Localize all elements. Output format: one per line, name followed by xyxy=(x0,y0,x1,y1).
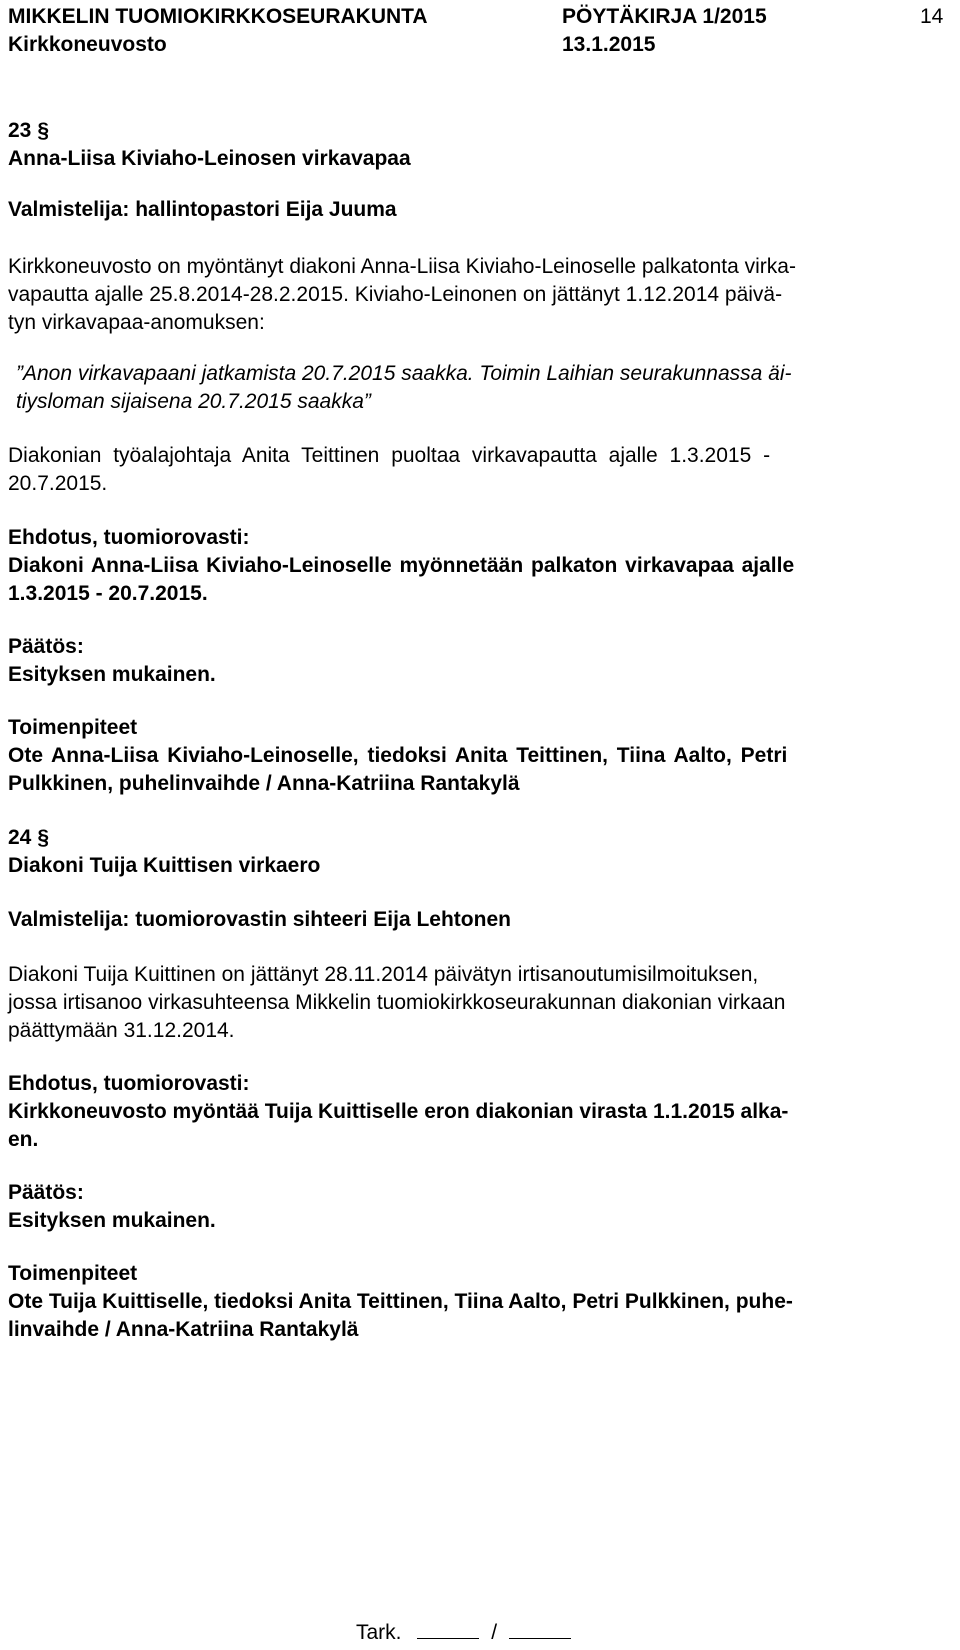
paragraph-line: vapautta ajalle 25.8.2014-28.2.2015. Kiviaho-Leinonen on jättänyt 1.12.2014 päivä- xyxy=(8,283,783,306)
preparer: Valmistelija: tuomiorovastin sihteeri Eija Lehtonen xyxy=(8,908,511,931)
preparer: Valmistelija: hallintopastori Eija Juuma xyxy=(8,198,397,221)
section-symbol: § xyxy=(37,119,50,142)
section-24-heading xyxy=(8,824,944,880)
decision-section-24 xyxy=(8,1179,944,1235)
header-page-number: 14 xyxy=(920,5,944,28)
paragraph-line: jossa irtisanoo virkasuhteensa Mikkelin tuomiokirkkoseurakunnan diakonian virkaan xyxy=(8,991,786,1014)
section-number: 23 xyxy=(8,119,32,142)
header-doc-title: PÖYTÄKIRJA 1/2015 xyxy=(562,5,767,28)
proposal-line: 1.3.2015 - 20.7.2015. xyxy=(8,582,208,605)
section-title: Diakoni Tuija Kuittisen virkaero xyxy=(8,854,321,877)
section-23-support xyxy=(8,442,944,498)
header-body: Kirkkoneuvosto xyxy=(8,33,167,56)
paragraph-line: päättymään 31.12.2014. xyxy=(8,1019,235,1042)
paragraph-line: 20.7.2015. xyxy=(8,472,108,495)
review-separator: / xyxy=(491,1621,498,1644)
decision-section-23 xyxy=(8,633,944,689)
actions-section-24 xyxy=(8,1260,944,1344)
header-org: MIKKELIN TUOMIOKIRKKOSEURAKUNTA xyxy=(8,5,428,28)
review-footer xyxy=(356,1620,571,1645)
proposal-label: Ehdotus, tuomiorovasti: xyxy=(8,1072,250,1095)
paragraph-line: Diakonian työalajohtaja Anita Teittinen puoltaa virkavapautta ajalle 1.3.2015 - xyxy=(8,444,771,467)
header-date: 13.1.2015 xyxy=(562,33,656,56)
section-number: 24 xyxy=(8,826,32,849)
section-23-quote xyxy=(16,360,952,416)
decision-label: Päätös: xyxy=(8,1181,84,1204)
proposal-line: en. xyxy=(8,1128,39,1151)
proposal-section-23 xyxy=(8,524,944,608)
paragraph-line: tyn virkavapaa-anomuksen: xyxy=(8,311,265,334)
decision-text: Esityksen mukainen. xyxy=(8,663,216,686)
section-title: Anna-Liisa Kiviaho-Leinosen virkavapaa xyxy=(8,147,411,170)
proposal-line: Diakoni Anna-Liisa Kiviaho-Leinoselle myönnetään palkaton virkavapaa ajalle xyxy=(8,554,795,577)
initials-blank-2[interactable] xyxy=(509,1620,571,1639)
actions-line: linvaihde / Anna-Katriina Rantakylä xyxy=(8,1318,359,1341)
decision-text: Esityksen mukainen. xyxy=(8,1209,216,1232)
proposal-section-24 xyxy=(8,1070,944,1154)
actions-label: Toimenpiteet xyxy=(8,1262,138,1285)
section-23-heading xyxy=(8,117,944,173)
decision-label: Päätös: xyxy=(8,635,84,658)
section-24-intro xyxy=(8,961,944,1045)
actions-line: Ote Anna-Liisa Kiviaho-Leinoselle, tiedoksi Anita Teittinen, Tiina Aalto, Petri xyxy=(8,744,788,767)
paragraph-line: Kirkkoneuvosto on myöntänyt diakoni Anna-Liisa Kiviaho-Leinoselle palkatonta virka- xyxy=(8,255,796,278)
paragraph-line: Diakoni Tuija Kuittinen on jättänyt 28.11.2014 päivätyn irtisanoutumisilmoituksen, xyxy=(8,963,759,986)
quote-line: tiysloman sijaisena 20.7.2015 saakka” xyxy=(16,390,371,413)
section-symbol: § xyxy=(37,826,50,849)
quote-line: ”Anon virkavapaani jatkamista 20.7.2015 saakka. Toimin Laihian seurakunnassa äi- xyxy=(16,362,792,385)
proposal-line: Kirkkoneuvosto myöntää Tuija Kuittiselle eron diakonian virasta 1.1.2015 alka- xyxy=(8,1100,789,1123)
actions-line: Ote Tuija Kuittiselle, tiedoksi Anita Teittinen, Tiina Aalto, Petri Pulkkinen, puhe- xyxy=(8,1290,793,1313)
actions-line: Pulkkinen, puhelinvaihde / Anna-Katriina Rantakylä xyxy=(8,772,520,795)
initials-blank-1[interactable] xyxy=(417,1620,479,1639)
actions-label: Toimenpiteet xyxy=(8,716,138,739)
section-23-intro xyxy=(8,253,944,337)
actions-section-23 xyxy=(8,714,944,798)
review-label: Tark. xyxy=(356,1621,402,1644)
proposal-label: Ehdotus, tuomiorovasti: xyxy=(8,526,250,549)
